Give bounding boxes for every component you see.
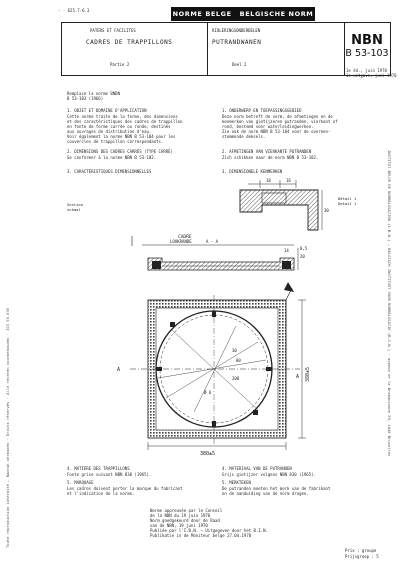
plan-view (117, 295, 311, 457)
replaces-note-2: B 53-103 (1966) (67, 96, 104, 101)
fr-section2-sub: Se conformer à la norme NBN B 53-102. (67, 155, 157, 160)
fr-para-line: Voir également la norme NBN B 53-104 pour les (67, 134, 176, 139)
nl-section5-line: en de aanduiding van de norm dragen. (222, 491, 309, 496)
nl-para-line: kenmerken van gietijzeren putranden, vierkant of (222, 119, 338, 124)
nl-para-line: rond, bestemd voor waterleidingwerken. (222, 124, 314, 129)
fr-part: Partie 2 (110, 62, 130, 67)
fr-para-line: en fonte de forme carrée ou ronde, destinés (67, 124, 171, 129)
fr-section2-title: 2. DIMENSIONS DES CADRES CARRÉS (TYPE CARRÉ) (67, 149, 173, 154)
banner-nl: BELGISCHE NORM (239, 10, 314, 18)
section-a-a (132, 234, 308, 300)
nl-section4-sub: Grijs gietijzer volgens NBN 830 (1965). (222, 472, 316, 477)
detail-dim-3: 30 (324, 208, 329, 213)
detail-dim-1: 18 (266, 178, 271, 183)
nl-title: PUTRANDWANEN (212, 39, 262, 46)
plan-dim-1: 30 (232, 348, 237, 353)
detail-profile (240, 178, 329, 230)
small-note-2: schaal (67, 207, 81, 212)
nl-para-line: Zie ook de norm NBN B 53-104 voor de overeen- (222, 129, 331, 134)
fr-title: CADRES DE TRAPPILLONS (86, 39, 173, 46)
nl-section2-title: 2. AFMETINGEN VAN VIERKANTE PUTRANDEN (222, 149, 312, 154)
edition-line-1: 1e éd., juin 1970 (346, 68, 387, 73)
fr-section5-line: Les cadres doivent porter la marque du fabricant (67, 486, 183, 491)
nbn-number: B 53-103 (345, 48, 389, 59)
nl-section3-title: 3. DIMENSIONELE KENMERKEN (222, 169, 283, 174)
fr-section4-title: 4. MATIÈRE DES TRAPPILLONS (67, 466, 130, 471)
detail-dim-2: 16 (286, 178, 291, 183)
fr-section3-title: 3. CARACTÉRISTIQUES DIMENSIONNELLES (67, 169, 152, 174)
nl-para-line: Deze norm betreft de vorm, de afmetingen en de (222, 114, 333, 119)
section-label-3: A - A (206, 239, 219, 244)
fr-section5-title: 5. MARQUAGE (67, 480, 94, 485)
plan-dim-4: Ø 6 (204, 390, 212, 395)
plan-vertical-dim: 380±5 (305, 366, 311, 382)
nl-title-label: RIOLERINGSONDERDELEN (212, 28, 261, 33)
detail-note-2: Detail 1 (338, 201, 357, 206)
document-code: · · 625.7-6.3 (58, 8, 90, 13)
banner-fr: NORME BELGE (172, 10, 232, 18)
nl-section4-title: 4. MATERIAAL VAN DE PUTRANDEN (222, 466, 292, 471)
plan-label-right: A (296, 374, 300, 380)
section-dim-1: 14 (284, 248, 289, 253)
small-note-1: Section (67, 202, 84, 207)
fr-title-label: PATERS ET FACILITES (90, 28, 136, 33)
nl-section2-sub: Zich schikken naar de norm NBN B 53-102. (222, 155, 319, 160)
edition-line-2: 1e uitgave, juni 1970 (346, 73, 397, 78)
fr-para-line: aux ouvrages de distribution d'eau. (67, 129, 152, 134)
approval-line: de la NBN du 19 juin 1970 (150, 513, 211, 518)
right-margin-text: INSTITUT BELGE DE NORMALISATION (I.B.N.) — BELGISCH INSTITUUT VOOR NORMALISATIE (B.I.N.) · avenue de la Brabançonne 29, 1040 Bruxelles (387, 150, 392, 457)
fr-para-line: Cette norme traite de la forme, des dimensions (67, 114, 178, 119)
section-label-2: LOOKRANDE (170, 239, 192, 244)
section-dim-3: 0,5 (300, 246, 308, 251)
fr-para-line: couvercles de trappillon correspondants. (67, 139, 164, 144)
nl-para-line: stemmende deksels. (222, 134, 266, 139)
nl-part: Deel 2 (232, 62, 247, 67)
plan-dim-3: 200 (232, 376, 240, 381)
approval-line: Norm goedgekeurd door de Raad (150, 518, 220, 523)
approval-line: Norme approuvée par le Conseil (150, 508, 223, 513)
price-line-2: Prijsgroep : 5 (345, 554, 379, 559)
nl-section5-line: De putranden moeten het merk van de fabrikant (222, 486, 331, 491)
fr-para-line: et des caractéristiques des cadres de trappillon (67, 119, 183, 124)
plan-label-left: A (117, 367, 121, 373)
nbn-label: NBN (351, 33, 383, 48)
section-dim-2: 20 (300, 254, 305, 259)
fr-section1-title: 1. OBJET ET DOMAINE D'APPLICATION (67, 108, 147, 113)
nl-section5-title: 5. MERKTEKEN (222, 480, 251, 485)
detail-note-1: Détail 1 (338, 196, 357, 201)
left-margin-text: Toute reproduction interdite — Nadruk verboden · Droits réservés · Alle rechten voorbehouden · ICS 93.030 (5, 307, 10, 548)
price-line-1: Prix : groupe (345, 548, 377, 553)
nl-section1-title: 1. ONDERWERP EN TOEPASSINGSGEBIED (222, 108, 302, 113)
plan-horizontal-dim: 380±5 (200, 451, 216, 457)
replaces-note-1: Remplace la norme BNBN (67, 91, 120, 96)
plan-dim-2: 80 (236, 358, 241, 363)
section-label-1: CADRE (178, 235, 192, 240)
approval-line: Publikatie in de Moniteur belge 27.04.1970 (150, 533, 252, 538)
approval-line: van de NBN, 19 juni 1970 (150, 523, 208, 528)
fr-section5-line: et l'indication de la norme. (67, 491, 135, 496)
approval-line: Publiée par l'I.B.N. — Uitgegeven door het B.I.N. (150, 528, 269, 533)
fr-section4-sub: Fonte grise suivant NBN 830 (1965). (67, 472, 152, 477)
